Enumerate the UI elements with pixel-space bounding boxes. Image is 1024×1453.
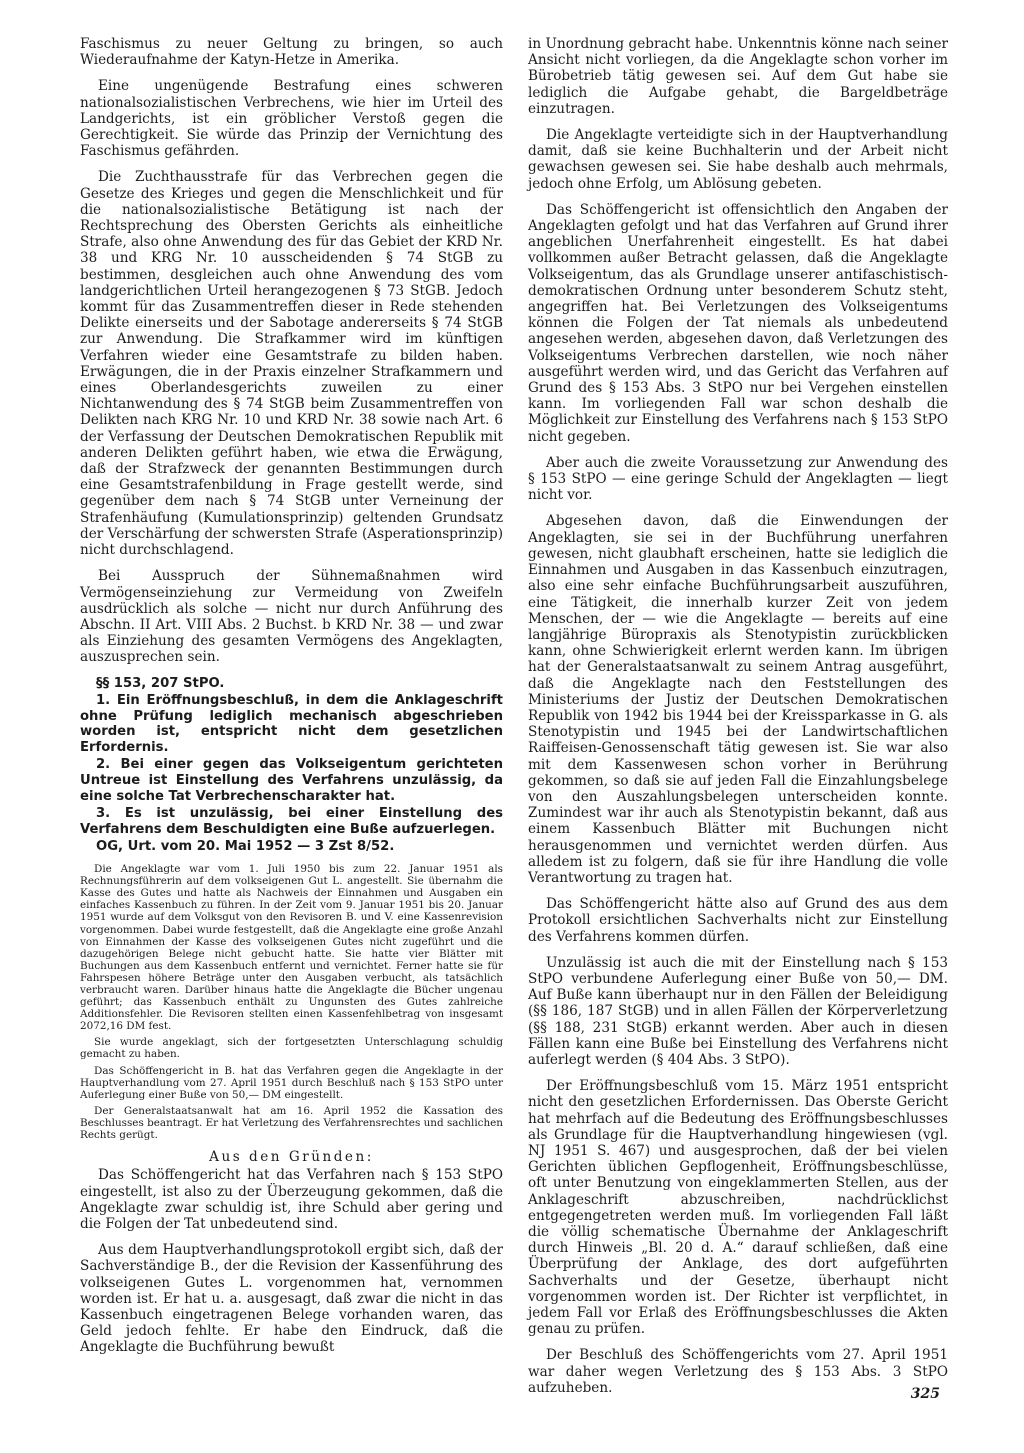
right-column bbox=[528, 36, 948, 1406]
paragraph: Aber auch die zweite Voraussetzung zur Anwendung des § 153 StPO — eine geringe Schuld der Angeklagten — liegt nicht vor. bbox=[528, 454, 948, 504]
facts-paragraph: Das Schöffengericht in B. hat das Verfahren gegen die Angeklagte in der Hauptverhandlung vom 27. April 1951 durch Beschluß nach § 153 StPO unter Auferlegung einer Buße von 50,— DM eingestellt. bbox=[80, 1064, 503, 1101]
section-reference: §§ 153, 207 StPO. bbox=[96, 675, 225, 691]
headnote-3: 3. Es ist unzulässig, bei einer Einstellung des Verfahrens dem Beschuldigten eine Buße aufzuerlegen. bbox=[80, 806, 503, 837]
facts-paragraph: Der Generalstaatsanwalt hat am 16. April 1952 die Kassation des Beschlusses beantragt. Er hat Verletzung des Verfahrensrechtes und sachlichen Rechts gerügt. bbox=[80, 1104, 503, 1142]
facts-paragraph: Sie wurde angeklagt, sich der fortgesetzten Unterschlagung schuldig gemacht zu haben. bbox=[80, 1036, 503, 1061]
paragraph: Bei Ausspruch der Sühnemaßnahmen wird Vermögenseinziehung zur Vermeidung von Zweifeln ausdrücklich als solche — nicht nur durch Anführung des Abschn. II Art. VIII Abs. 2 Buchst. b KRD Nr. 38 — und zwar als Einziehung des gesamten Vermögens des Angeklagten, auszusprechen sein. bbox=[80, 568, 503, 666]
page-number: 325 bbox=[910, 1386, 940, 1402]
paragraph: in Unordnung gebracht habe. Unkenntnis könne nach seiner Ansicht nicht vorliegen, da die Angeklagte schon vorher im Bürobetrieb tätig gewesen sei. Auf dem Gut habe sie lediglich die Aufgabe gehabt, die Bargeldbeträge einzutragen. bbox=[528, 36, 948, 117]
paragraph: Die Angeklagte verteidigte sich in der Hauptverhandlung damit, daß sie keine Buchhalterin und der Arbeit nicht gewachsen gewesen sei. Sie habe deshalb auch mehrmals, jedoch ohne Erfolg, um Ablösung gebeten. bbox=[528, 127, 948, 192]
headnote-1: 1. Ein Eröffnungsbeschluß, in dem die Anklageschrift ohne Prüfung lediglich mechanisch abgeschrieben worden ist, entspricht nicht dem gesetzlichen Erfordernis. bbox=[80, 693, 503, 755]
paragraph: Das Schöffengericht hat das Verfahren nach § 153 StPO eingestellt, ist also zu der Überzeugung gekommen, daß die Angeklagte zwar schuldig ist, ihre Schuld aber gering und die Folgen der Tat unbedeutend sind. bbox=[80, 1167, 503, 1232]
paragraph: Das Schöffengericht hätte also auf Grund des aus dem Protokoll ersichtlichen Sachverhalts nicht zur Einstellung des Verfahrens kommen dürfen. bbox=[528, 896, 948, 945]
paragraph: Der Eröffnungsbeschluß vom 15. März 1951 entspricht nicht den gesetzlichen Erfordernissen. Das Oberste Gericht hat mehrfach auf die Bedeutung des Eröffnungsbeschlusses als Grundlage für die Hauptverhandlung hingewiesen (vgl. NJ 1951 S. 467) und ausgesprochen, daß der bei vielen Gerichten üblichen Gepflogenheit, Eröffnungsbeschlüsse, oft unter Benutzung von eingeklammerten Stellen, aus der Anklageschrift abzuschreiben, nachdrücklichst entgegengetreten werden muß. Im vorliegenden Fall läßt die völlig schematische Übernahme der Anklageschrift durch Hinweis „Bl. 20 d. A.“ darauf schließen, daß eine Überprüfung der Anklage, des dort aufgeführten Sachverhalts und der Gesetze, überhaupt nicht vorgenommen worden ist. Der Richter ist verpflichtet, in jedem Fall vor Erlaß des Eröffnungsbeschlusses die Akten genau zu prüfen. bbox=[528, 1078, 948, 1338]
reasons-heading: Aus den Gründen: bbox=[209, 1149, 374, 1166]
paragraph: Das Schöffengericht ist offensichtlich den Angaben der Angeklagten gefolgt und hat das Verfahren auf Grund ihrer angeblichen Unerfahrenheit eingestellt. Es hat dabei vollkommen außer Betracht gelassen, daß die Angeklagte Volkseigentum, das als Grundlage unserer antifaschistisch-demokratischen Ordnung unter besonderem Schutz steht, angegriffen hat. Bei Verletzungen des Volkseigentums können die Folgen der Tat niemals als unbedeutend angesehen werden, abgesehen davon, daß Verletzungen des Volkseigentums Verbrechen darstellen, wie noch näher ausgeführt werden wird, und das Gericht das Verfahren auf Grund des § 153 Abs. 3 StPO nur bei Vergehen einstellen kann. Im vorliegenden Fall war schon deshalb die Möglichkeit zur Einstellung des Verfahrens nach § 153 StPO nicht gegeben. bbox=[528, 201, 948, 445]
paragraph: Abgesehen davon, daß die Einwendungen der Angeklagten, sie sei in der Buchführung unerfahren gewesen, nicht glaubhaft erscheinen, hatte sie lediglich die Einnahmen und Ausgaben in das Kassenbuch einzutragen, also eine sehr einfache Buchführungsarbeit auszuführen, eine Tätigkeit, die innerhalb kurzer Zeit von jedem Menschen, der — wie die Angeklagte — bereits auf eine langjährige Büropraxis als Stenotypistin zurückblicken kann, ohne Schwierigkeit erlernt werden kann. Im übrigen hat der Generalstaatsanwalt zu seinem Antrag ausgeführt, daß die Angeklagte nach den Feststellungen des Ministeriums der Justiz der Deutschen Demokratischen Republik von 1942 bis 1944 bei der Kreissparkasse in G. als Stenotypistin und 1945 bei der Landwirtschaftlichen Raiffeisen-Genossenschaft tätig gewesen ist. Sie war also mit dem Kassenwesen schon vorher in Berührung gekommen, so daß sie auf jeden Fall die Einzahlungsbelege von den Auszahlungsbelegen unterscheiden konnte. Zumindest war ihr auch als Stenotypistin bekannt, daß aus einem Kassenbuch Blätter mit Buchungen nicht herausgenommen und vernichtet werden dürfen. Aus alledem ist zu folgern, daß sie für ihre Handlung die volle Verantwortung zu tragen hat. bbox=[528, 513, 948, 886]
paragraph: Unzulässig ist auch die mit der Einstellung nach § 153 StPO verbundene Auferlegung einer Buße von 50,— DM. Auf Buße kann überhaupt nur in den Fällen der Beleidigung (§§ 186, 187 StGB) und in allen Fällen der Körperverletzung (§§ 188, 231 StGB) erkannt werden. Aber auch in diesen Fällen kann eine Buße bei Einstellung des Verfahrens nicht auferlegt werden (§ 404 Abs. 3 StPO). bbox=[528, 954, 948, 1068]
court-citation: OG, Urt. vom 20. Mai 1952 — 3 Zst 8/52. bbox=[96, 839, 395, 855]
paragraph: Faschismus zu neuer Geltung zu bringen, so auch Wiederaufnahme der Katyn-Hetze in Amerika. bbox=[80, 36, 503, 69]
paragraph: Aus dem Hauptverhandlungsprotokoll ergibt sich, daß der Sachverständige B., der die Revision der Kassenführung des volkseigenen Gutes L. vorgenommen hat, vernommen worden ist. Er hat u. a. ausgesagt, daß zwar die nicht in das Kassenbuch eingetragenen Belege vorhanden waren, das Geld jedoch fehlte. Er habe den Eindruck, daß die Angeklagte die Buchführung bewußt bbox=[80, 1242, 503, 1356]
paragraph: Der Beschluß des Schöffengerichts vom 27. April 1951 war daher wegen Verletzung des § 153 Abs. 3 StPO aufzuheben. bbox=[528, 1347, 948, 1396]
left-column bbox=[80, 36, 503, 1366]
paragraph: Die Zuchthausstrafe für das Verbrechen gegen die Gesetze des Krieges und gegen die Menschlichkeit und für die nationalsozialistische Betätigung ist nach der Rechtsprechung des Obersten Gerichts als einheitliche Strafe, also ohne Anwendung des für das Gebiet der KRD Nr. 38 und KRG Nr. 10 ausscheidenden § 74 StGB zu bestimmen, desgleichen auch ohne Anwendung des vom landgerichtlichen Urteil herangezogenen § 73 StGB. Jedoch kommt für das Zusammentreffen dieser in Rede stehenden Delikte einerseits und der Sabotage andererseits § 74 StGB zur Anwendung. Die Strafkammer wird im künftigen Verfahren wieder eine Gesamtstrafe zu bilden haben. Erwägungen, die in der Praxis einzelner Strafkammern und eines Oberlandesgerichts zuweilen zu einer Nichtanwendung des § 74 StGB beim Zusammentreffen von Delikten nach KRG Nr. 10 und KRD Nr. 38 sowie nach Art. 6 der Verfassung der Deutschen Demokratischen Republik mit anderen Delikten geführt haben, wie etwa die Erwägung, daß der Strafzweck der genannten Bestimmungen durch eine Gesamtstrafenbildung in Frage gestellt werde, sind gegenüber dem nach § 74 StGB unter Verneinung der Strafenhäufung (Kumulationsprinzip) geltenden Grundsatz der Verschärfung der schwersten Strafe (Asperationsprinzip) nicht durchschlagend. bbox=[80, 169, 503, 559]
headnote-2: 2. Bei einer gegen das Volkseigentum gerichteten Untreue ist Einstellung des Verfahrens unzulässig, da eine solche Tat Verbrechenscharakter hat. bbox=[80, 757, 503, 804]
facts-paragraph: Die Angeklagte war vom 1. Juli 1950 bis zum 22. Januar 1951 als Rechnungsführerin auf dem volkseigenen Gut L. angestellt. Sie übernahm die Kasse des Gutes und hatte als Nachweis der Einnahmen und Ausgaben ein einfaches Kassenbuch zu führen. In der Zeit vom 9. Januar 1951 bis 20. Januar 1951 wurde auf dem Volksgut von den Revisoren B. und V. eine Kassenrevision vorgenommen. Dabei wurde festgestellt, daß die Angeklagte eine große Anzahl von Einnahmen der Kasse des volkseigenen Gutes nicht zugeführt und die dazugehörigen Belege nicht gebucht hatte. Sie hatte vier Blätter mit Buchungen aus dem Kassenbuch entfernt und vernichtet. Ferner hatte sie für Fahrspesen höhere Beträge unter den Ausgaben verbucht, als tatsächlich verbraucht waren. Darüber hinaus hatte die Angeklagte die Bücher ungenau geführt; das Kassenbuch enthält zu Ungunsten des Gutes zahlreiche Additionsfehler. Die Revisoren stellten einen Kassenfehlbetrag von insgesamt 2072,16 DM fest. bbox=[80, 863, 503, 1033]
paragraph: Eine ungenügende Bestrafung eines schweren nationalsozialistischen Verbrechens, wie hier im Urteil des Landgerichts, ist ein gröblicher Verstoß gegen die Gerechtigkeit. Sie würde das Prinzip der Vernichtung des Faschismus gefährden. bbox=[80, 78, 503, 160]
